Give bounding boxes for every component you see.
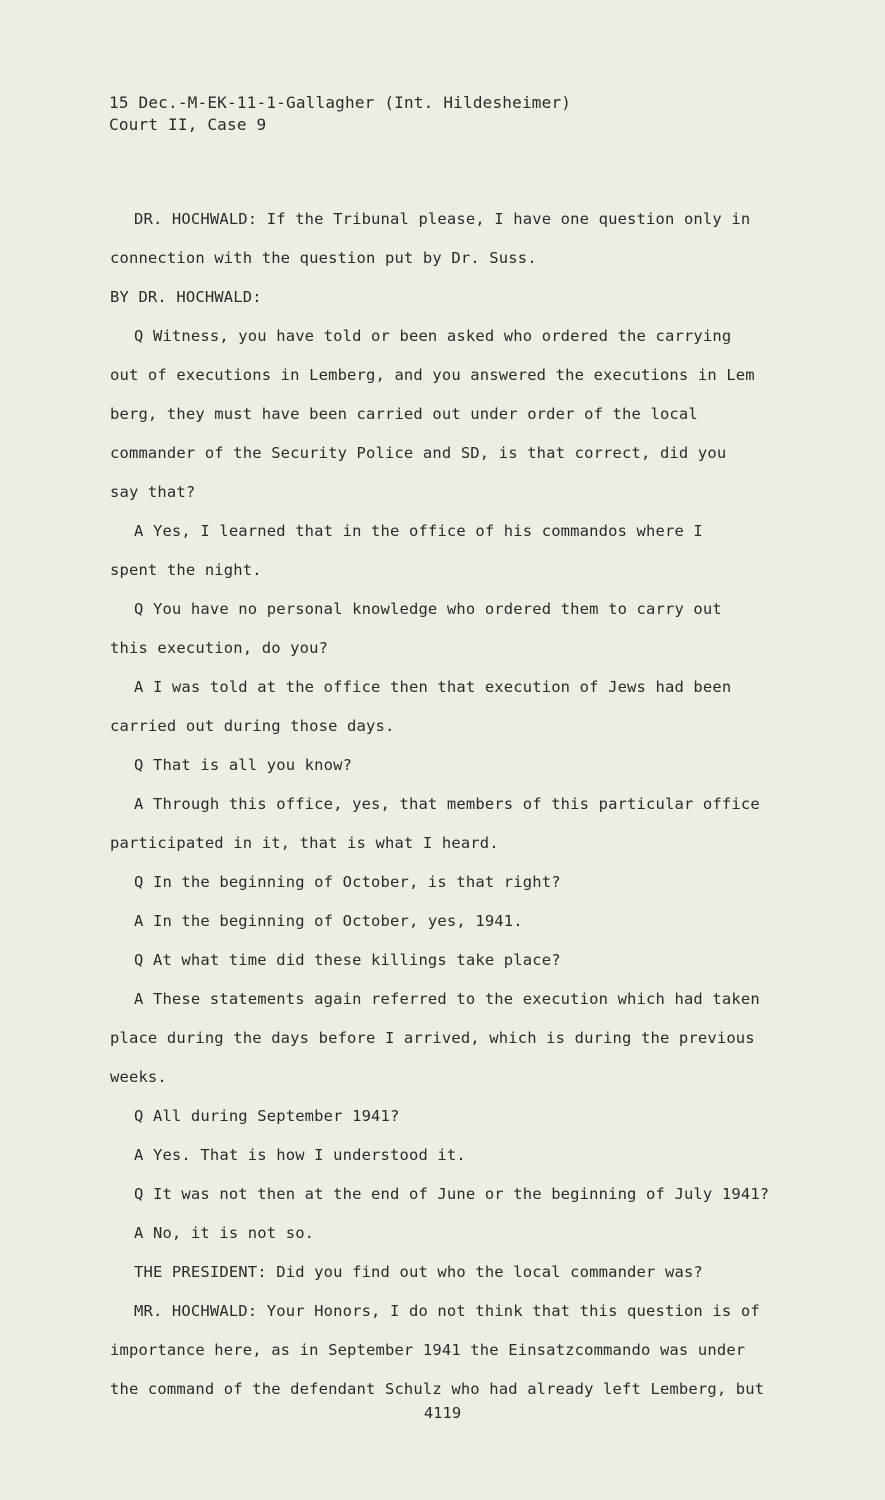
transcript-line: A Through this office, yes, that members of this particular office bbox=[134, 795, 760, 813]
transcript-line: participated in it, that is what I heard. bbox=[110, 834, 499, 852]
transcript-line: DR. HOCHWALD: If the Tribunal please, I have one question only in bbox=[134, 210, 751, 228]
transcript-line: Q Witness, you have told or been asked who ordered the carrying bbox=[134, 327, 732, 345]
transcript-line: A These statements again referred to the execution which had taken bbox=[134, 990, 760, 1008]
transcript-line: berg, they must have been carried out under order of the local bbox=[110, 405, 698, 423]
transcript-line: THE PRESIDENT: Did you find out who the local commander was? bbox=[134, 1263, 703, 1281]
transcript-line: Q That is all you know? bbox=[134, 756, 353, 774]
transcript-line: say that? bbox=[110, 483, 196, 501]
transcript-line: Q You have no personal knowledge who ordered them to carry out bbox=[134, 600, 722, 618]
transcript-line: Q In the beginning of October, is that right? bbox=[134, 873, 561, 891]
transcript-line: this execution, do you? bbox=[110, 639, 329, 657]
transcript-line: out of executions in Lemberg, and you answered the executions in Lem bbox=[110, 366, 755, 384]
transcript-line: A In the beginning of October, yes, 1941. bbox=[134, 912, 523, 930]
transcript-line: A Yes. That is how I understood it. bbox=[134, 1146, 466, 1164]
transcript-line: Q It was not then at the end of June or the beginning of July 1941? bbox=[134, 1185, 770, 1203]
transcript-line: Q At what time did these killings take place? bbox=[134, 951, 561, 969]
transcript-line: MR. HOCHWALD: Your Honors, I do not think that this question is of bbox=[134, 1302, 760, 1320]
transcript-line: BY DR. HOCHWALD: bbox=[110, 288, 262, 306]
transcript-line: A I was told at the office then that execution of Jews had been bbox=[134, 678, 732, 696]
transcript-body bbox=[110, 200, 790, 1409]
header-reference-line: 15 Dec.-M-EK-11-1-Gallagher (Int. Hildesheimer) bbox=[109, 93, 572, 112]
header-court-line: Court II, Case 9 bbox=[109, 115, 267, 134]
transcript-line: connection with the question put by Dr. Suss. bbox=[110, 249, 537, 267]
transcript-line: the command of the defendant Schulz who had already left Lemberg, but bbox=[110, 1380, 765, 1398]
transcript-line: Q All during September 1941? bbox=[134, 1107, 400, 1125]
transcript-line: carried out during those days. bbox=[110, 717, 395, 735]
transcript-line: A Yes, I learned that in the office of his commandos where I bbox=[134, 522, 703, 540]
document-header bbox=[109, 92, 571, 136]
page-number: 4119 bbox=[423, 1404, 462, 1422]
transcript-line: weeks. bbox=[110, 1068, 167, 1086]
transcript-line: importance here, as in September 1941 the Einsatzcommando was under bbox=[110, 1341, 746, 1359]
transcript-line: place during the days before I arrived, which is during the previous bbox=[110, 1029, 755, 1047]
transcript-line: commander of the Security Police and SD, is that correct, did you bbox=[110, 444, 727, 462]
transcript-line: spent the night. bbox=[110, 561, 262, 579]
transcript-line: A No, it is not so. bbox=[134, 1224, 315, 1242]
